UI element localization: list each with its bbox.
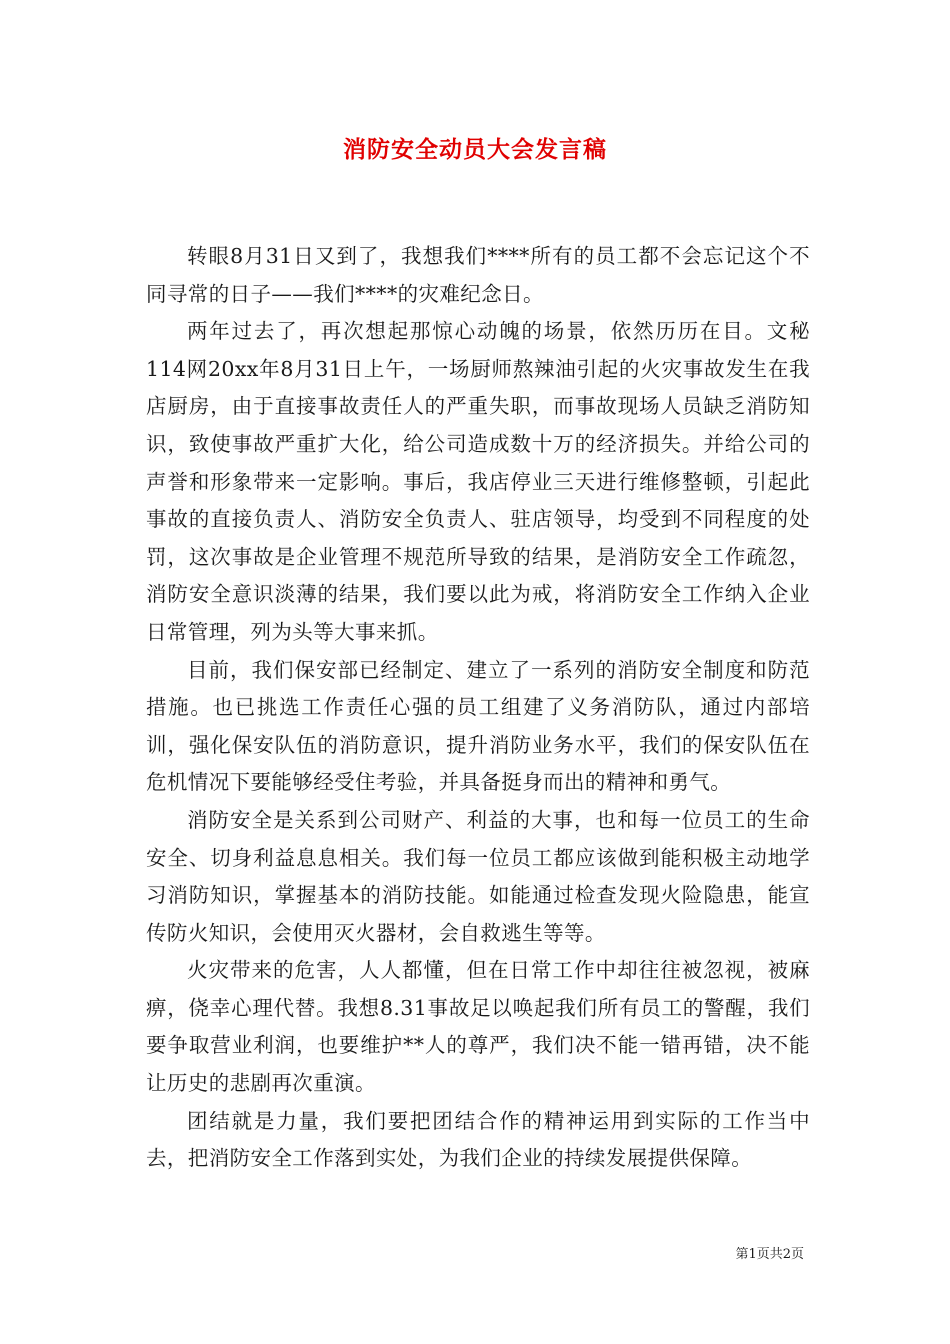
paragraph-6: 团结就是力量，我们要把团结合作的精神运用到实际的工作当中去，把消防安全工作落到实处，为我们企业的持续发展提供保障。	[146, 1108, 810, 1171]
paragraph-4: 消防安全是关系到公司财产、利益的大事，也和每一位员工的生命安全、切身利益息息相关。我们每一位员工都应该做到能积极主动地学习消防知识，掌握基本的消防技能。如能通过检查发现火险隐患，能宣传防火知识，会使用灭火器材，会自救逃生等等。	[146, 807, 810, 945]
paragraph-5: 火灾带来的危害，人人都懂，但在日常工作中却往往被忽视，被麻痹，侥幸心理代替。我想8.31事故足以唤起我们所有员工的警醒，我们要争取营业利润，也要维护**人的尊严，我们决不能一错再错，决不能让历史的悲剧再次重演。	[146, 958, 810, 1096]
paragraph-1: 转眼8月31日又到了，我想我们****所有的员工都不会忘记这个不同寻常的日子——我们****的灾难纪念日。	[146, 244, 810, 306]
document-body	[146, 238, 810, 1178]
page-number-footer: 第1页共2页	[735, 1247, 804, 1262]
paragraph-3: 目前，我们保安部已经制定、建立了一系列的消防安全制度和防范措施。也已挑选工作责任心强的员工组建了义务消防队，通过内部培训，强化保安队伍的消防意识，提升消防业务水平，我们的保安队伍在危机情况下要能够经受住考验，并具备挺身而出的精神和勇气。	[146, 657, 810, 795]
document-title: 消防安全动员大会发言稿	[343, 136, 607, 163]
paragraph-2: 两年过去了，再次想起那惊心动魄的场景，依然历历在目。文秘114网20xx年8月31日上午，一场厨师熬辣油引起的火灾事故发生在我店厨房，由于直接事故责任人的严重失职，而事故现场人员缺乏消防知识，致使事故严重扩大化，给公司造成数十万的经济损失。并给公司的声誉和形象带来一定影响。事后，我店停业三天进行维修整顿，引起此事故的直接负责人、消防安全负责人、驻店领导，均受到不同程度的处罚，这次事故是企业管理不规范所导致的结果，是消防安全工作疏忽，消防安全意识淡薄的结果，我们要以此为戒，将消防安全工作纳入企业日常管理，列为头等大事来抓。	[146, 319, 810, 644]
